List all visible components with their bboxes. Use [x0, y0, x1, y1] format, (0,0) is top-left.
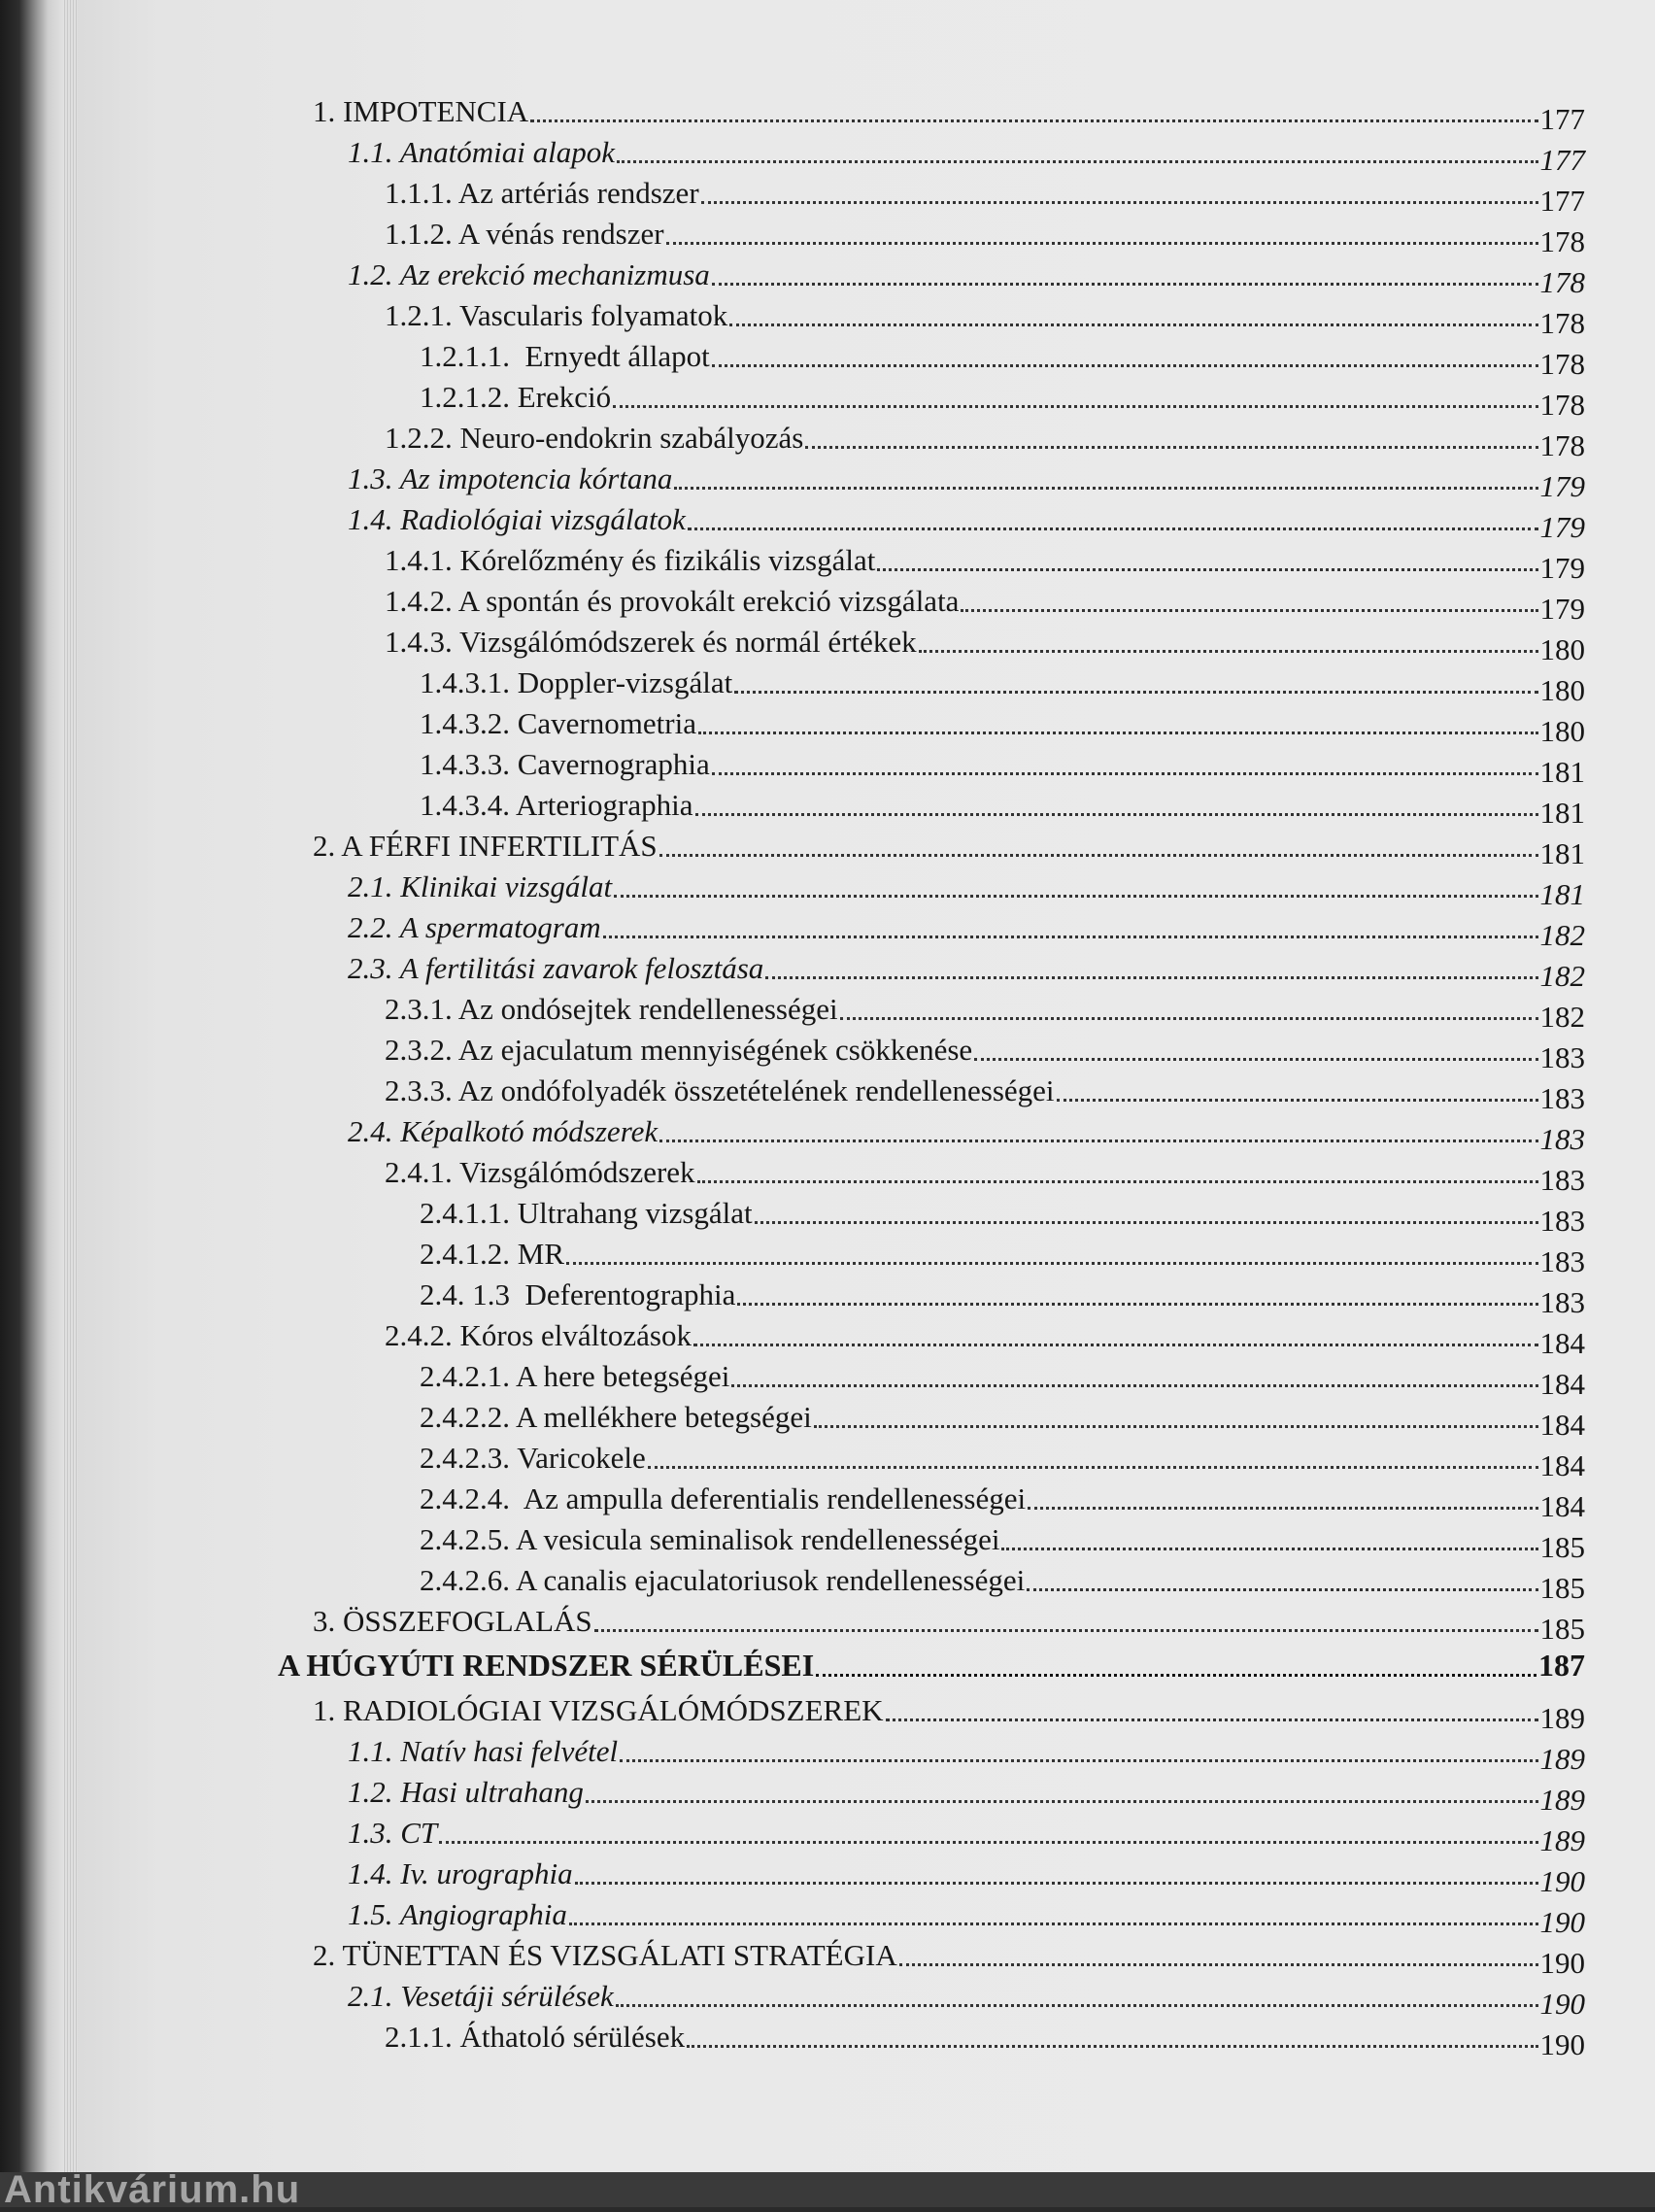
toc-entry-page-number: 179	[1539, 551, 1585, 585]
toc-entry	[313, 85, 1585, 136]
dot-leader	[688, 527, 1538, 530]
toc-entry-page-number: 189	[1539, 1783, 1585, 1817]
dot-leader	[613, 404, 1537, 408]
dot-leader	[816, 1673, 1537, 1677]
toc-entry-title: 1.3. CT	[348, 1816, 438, 1850]
toc-entry	[348, 453, 1585, 503]
dot-leader	[530, 119, 1537, 122]
toc-entry-page-number: 177	[1539, 102, 1585, 136]
dot-leader	[765, 975, 1537, 979]
toc-entry-title: 3. ÖSSZEFOGLALÁS	[313, 1604, 592, 1638]
toc-entry-title: 2.3.1. Az ondósejtek rendellenességei	[385, 992, 838, 1026]
dot-leader	[899, 1962, 1538, 1966]
toc-entry	[313, 1929, 1585, 1980]
toc-entry-title: 1.4. Radiológiai vizsgálatok	[348, 502, 686, 536]
toc-entry	[313, 1685, 1585, 1735]
toc-entry-title: 1.2.2. Neuro-endokrin szabályozás	[385, 421, 804, 455]
toc-entry-title: 1.4. Iv. urographia	[348, 1856, 573, 1890]
toc-entry-title: 2.4.2. Kóros elváltozások	[385, 1318, 692, 1352]
toc-entry-page-number: 183	[1539, 1122, 1585, 1156]
dot-leader	[666, 241, 1538, 245]
toc-entry-page-number: 182	[1539, 959, 1585, 993]
toc-entry-title: 1.2. Hasi ultrahang	[348, 1775, 584, 1809]
dot-leader	[698, 731, 1538, 734]
dot-leader	[755, 1220, 1538, 1224]
toc-entry	[348, 493, 1585, 544]
toc-entry-title: 1.1. Natív hasi felvétel	[348, 1734, 619, 1768]
toc-entry-title: 1.1.1. Az artériás rendszer	[385, 176, 699, 210]
toc-entry-page-number: 185	[1539, 1571, 1585, 1605]
dot-leader	[729, 323, 1537, 326]
dot-leader	[734, 690, 1537, 694]
toc-entry-page-number: 182	[1539, 1000, 1585, 1034]
book-spine-edge	[0, 0, 64, 2207]
toc-entry-page-number: 178	[1539, 428, 1585, 462]
toc-entry	[420, 1432, 1585, 1482]
toc-entry	[385, 208, 1585, 258]
dot-leader	[814, 1424, 1538, 1428]
toc-entry	[313, 1595, 1585, 1646]
toc-entry-page-number: 184	[1539, 1367, 1585, 1401]
toc-entry	[348, 942, 1585, 993]
toc-entry-title: 2.4.1. Vizsgálómódszerek	[385, 1155, 695, 1189]
dot-leader	[886, 1718, 1538, 1721]
toc-entry	[348, 1807, 1585, 1857]
toc-entry-page-number: 181	[1539, 796, 1585, 830]
toc-entry	[385, 1146, 1585, 1197]
toc-entry-title: 1.2.1.2. Erekció	[420, 380, 612, 414]
dot-leader	[617, 159, 1538, 163]
toc-entry-page-number: 180	[1539, 714, 1585, 748]
dot-leader	[712, 282, 1538, 286]
toc-entry-title: 2.4.2.1. A here betegségei	[420, 1359, 730, 1393]
toc-entry-title: 2.4. 1.3 Deferentographia	[420, 1277, 736, 1311]
dot-leader	[687, 2044, 1537, 2048]
toc-entry-title: 1.4.2. A spontán és provokált erekció vizsgálata	[385, 584, 960, 618]
toc-entry	[420, 1187, 1585, 1238]
toc-entry-page-number: 184	[1539, 1408, 1585, 1442]
toc-entry-page-number: 178	[1539, 388, 1585, 422]
toc-entry-page-number: 184	[1539, 1448, 1585, 1482]
toc-entry-page-number: 178	[1539, 224, 1585, 258]
toc-entry	[420, 738, 1585, 789]
toc-entry-title: 2.4. Képalkotó módszerek	[348, 1114, 659, 1148]
toc-entry-page-number: 178	[1539, 347, 1585, 381]
toc-entry-page-number: 190	[1539, 1905, 1585, 1939]
toc-entry	[420, 371, 1585, 422]
toc-entry-title: 1.2.1.1. Ernyedt állapot	[420, 339, 710, 373]
toc-entry-page-number: 185	[1539, 1530, 1585, 1564]
toc-entry-title: 2.4.2.5. A vesicula seminalisok rendellenességei	[420, 1522, 1000, 1556]
toc-entry	[348, 1889, 1585, 1939]
toc-entry	[385, 983, 1585, 1034]
toc-entry-title: 1.4.1. Kórelőzmény és fizikális vizsgálat	[385, 543, 876, 577]
toc-entry-title: 2. A FÉRFI INFERTILITÁS	[313, 829, 658, 863]
toc-entry-page-number: 183	[1539, 1081, 1585, 1115]
toc-entry-title: 1. IMPOTENCIA	[313, 94, 529, 128]
toc-entry-page-number: 183	[1539, 1285, 1585, 1319]
dot-leader	[616, 2003, 1538, 2007]
toc-entry-title: 1.4.3.2. Cavernometria	[420, 706, 696, 740]
toc-entry	[348, 861, 1585, 911]
dot-leader	[697, 1179, 1538, 1183]
toc-entry-page-number: 177	[1539, 184, 1585, 218]
toc-entry	[348, 1725, 1585, 1776]
toc-entry	[385, 616, 1585, 666]
dot-leader	[603, 935, 1538, 938]
toc-entry	[313, 820, 1585, 870]
toc-entry-title: 2.3.3. Az ondófolyadék összetételének rendellenességei	[385, 1073, 1055, 1107]
dot-leader	[961, 608, 1537, 612]
dot-leader	[439, 1840, 1537, 1844]
toc-entry-page-number: 189	[1539, 1742, 1585, 1776]
toc-entry-page-number: 190	[1539, 2027, 1585, 2061]
dot-leader	[731, 1383, 1537, 1387]
toc-entry	[385, 1065, 1585, 1115]
dot-leader	[919, 649, 1538, 653]
toc-entry-page-number: 179	[1539, 592, 1585, 626]
toc-entry	[420, 1269, 1585, 1319]
toc-entry-title: 2.4.1.1. Ultrahang vizsgálat	[420, 1196, 753, 1230]
toc-entry-page-number: 181	[1539, 836, 1585, 870]
watermark: Antikvárium.hu	[4, 2168, 301, 2211]
toc-entry-title: A HÚGYÚTI RENDSZER SÉRÜLÉSEI	[278, 1648, 815, 1683]
toc-entry-title: 1.4.3.1. Doppler-vizsgálat	[420, 665, 733, 699]
toc-entry-title: 1.1. Anatómiai alapok	[348, 135, 615, 169]
toc-entry-page-number: 185	[1539, 1612, 1585, 1646]
toc-entry-title: 2.2. A spermatogram	[348, 910, 601, 944]
dot-leader	[566, 1261, 1538, 1265]
toc-entry-title: 1.4.3.4. Arteriographia	[420, 788, 693, 822]
toc-entry	[385, 1024, 1585, 1074]
dot-leader	[1027, 1587, 1537, 1591]
toc-entry-title: 2.1. Vesetáji sérülések	[348, 1979, 614, 2013]
toc-entry	[420, 698, 1585, 748]
toc-entry-page-number: 177	[1539, 143, 1585, 177]
dot-leader	[974, 1057, 1537, 1061]
toc-entry	[420, 1473, 1585, 1523]
dot-leader	[569, 1922, 1538, 1925]
toc-entry-title: 1.1.2. A vénás rendszer	[385, 217, 664, 251]
toc-entry-title: 1.4.3. Vizsgálómódszerek és normál értékek	[385, 625, 917, 659]
toc-entry	[348, 249, 1585, 299]
toc-entry-page-number: 190	[1539, 1987, 1585, 2021]
dot-leader	[877, 567, 1537, 571]
dot-leader	[594, 1628, 1538, 1632]
toc-entry	[385, 575, 1585, 626]
dot-leader	[620, 1758, 1537, 1762]
toc-entry	[385, 2011, 1585, 2061]
toc-entry-page-number: 189	[1539, 1823, 1585, 1857]
dot-leader	[701, 200, 1538, 204]
dot-leader	[586, 1799, 1538, 1803]
toc-entry-title: 1.2. Az erekció mechanizmusa	[348, 257, 710, 291]
dot-leader	[840, 1016, 1538, 1020]
dot-leader	[693, 1343, 1538, 1346]
dot-leader	[712, 771, 1538, 775]
toc-entry	[348, 902, 1585, 952]
toc-entry	[348, 1106, 1585, 1156]
toc-entry	[348, 1848, 1585, 1898]
toc-entry-title: 1.3. Az impotencia kórtana	[348, 461, 673, 495]
toc-entry-page-number: 183	[1539, 1204, 1585, 1238]
toc-entry-title: 2.1. Klinikai vizsgálat	[348, 869, 613, 903]
dot-leader	[575, 1881, 1538, 1885]
toc-entry-title: 2. TÜNETTAN ÉS VIZSGÁLATI STRATÉGIA	[313, 1938, 897, 1972]
dot-leader	[674, 486, 1537, 490]
toc-entry-page-number: 183	[1539, 1163, 1585, 1197]
page-stack-edge	[64, 0, 78, 2207]
toc-entry-title: 2.4.2.4. Az ampulla deferentialis rendellenességei	[420, 1481, 1027, 1515]
toc-entry-page-number: 190	[1539, 1946, 1585, 1980]
toc-entry-title: 1.4.3.3. Cavernographia	[420, 747, 710, 781]
toc-entry-page-number: 179	[1539, 510, 1585, 544]
toc-entry-page-number: 184	[1539, 1489, 1585, 1523]
toc-entry	[420, 1228, 1585, 1278]
toc-entry-page-number: 183	[1539, 1244, 1585, 1278]
toc-entry-title: 1. RADIOLÓGIAI VIZSGÁLÓMÓDSZEREK	[313, 1693, 884, 1727]
toc-entry	[385, 412, 1585, 462]
toc-entry-title: 2.4.2.2. A mellékhere betegségei	[420, 1400, 812, 1434]
toc-entry	[420, 1514, 1585, 1564]
dot-leader	[659, 1139, 1537, 1142]
dot-leader	[1001, 1547, 1537, 1550]
toc-entry	[420, 657, 1585, 707]
toc-entry	[385, 289, 1585, 340]
toc-entry-title: 2.4.1.2. MR	[420, 1237, 564, 1271]
toc-entry-page-number: 178	[1539, 265, 1585, 299]
toc-entry	[420, 1554, 1585, 1605]
toc-entry	[348, 126, 1585, 177]
dot-leader	[1028, 1506, 1537, 1510]
toc-entry-page-number: 182	[1539, 918, 1585, 952]
toc-entry-page-number: 189	[1539, 1701, 1585, 1735]
dot-leader	[737, 1302, 1537, 1306]
dot-leader	[695, 812, 1538, 816]
toc-entry-page-number: 190	[1539, 1864, 1585, 1898]
toc-entry-page-number: 178	[1539, 306, 1585, 340]
toc-entry	[420, 330, 1585, 381]
dot-leader	[805, 445, 1537, 449]
toc-entry-page-number: 180	[1539, 632, 1585, 666]
toc-entry	[420, 779, 1585, 830]
toc-entry-title: 2.1.1. Áthatoló sérülések	[385, 2020, 686, 2054]
dot-leader	[659, 853, 1538, 857]
toc-entry	[348, 1970, 1585, 2021]
toc-entry-title: 2.3. A fertilitási zavarok felosztása	[348, 951, 764, 985]
toc-entry-title: 2.4.2.3. Varicokele	[420, 1441, 646, 1475]
dot-leader	[614, 894, 1537, 898]
toc-entry	[385, 167, 1585, 218]
dot-leader	[648, 1465, 1538, 1469]
toc-entry-title: 2.3.2. Az ejaculatum mennyiségének csökkenése	[385, 1033, 973, 1067]
toc-entry-page-number: 183	[1539, 1040, 1585, 1074]
toc-entry	[385, 534, 1585, 585]
toc-entry-page-number: 187	[1538, 1648, 1585, 1683]
toc-entry-title: 1.2.1. Vascularis folyamatok	[385, 298, 728, 332]
toc-entry-page-number: 180	[1539, 673, 1585, 707]
toc-entry-title: 1.5. Angiographia	[348, 1897, 567, 1931]
toc-entry	[385, 1310, 1585, 1360]
toc-entry-title: 2.4.2.6. A canalis ejaculatoriusok rendellenességei	[420, 1563, 1026, 1597]
dot-leader	[1057, 1098, 1538, 1102]
toc-entry	[420, 1350, 1585, 1401]
toc-entry-page-number: 179	[1539, 469, 1585, 503]
toc-entry	[348, 1766, 1585, 1817]
toc-entry	[278, 1640, 1585, 1681]
toc-entry-page-number: 181	[1539, 877, 1585, 911]
dot-leader	[712, 363, 1538, 367]
toc-entry-page-number: 184	[1539, 1326, 1585, 1360]
toc-entry-page-number: 181	[1539, 755, 1585, 789]
toc-entry	[420, 1391, 1585, 1442]
